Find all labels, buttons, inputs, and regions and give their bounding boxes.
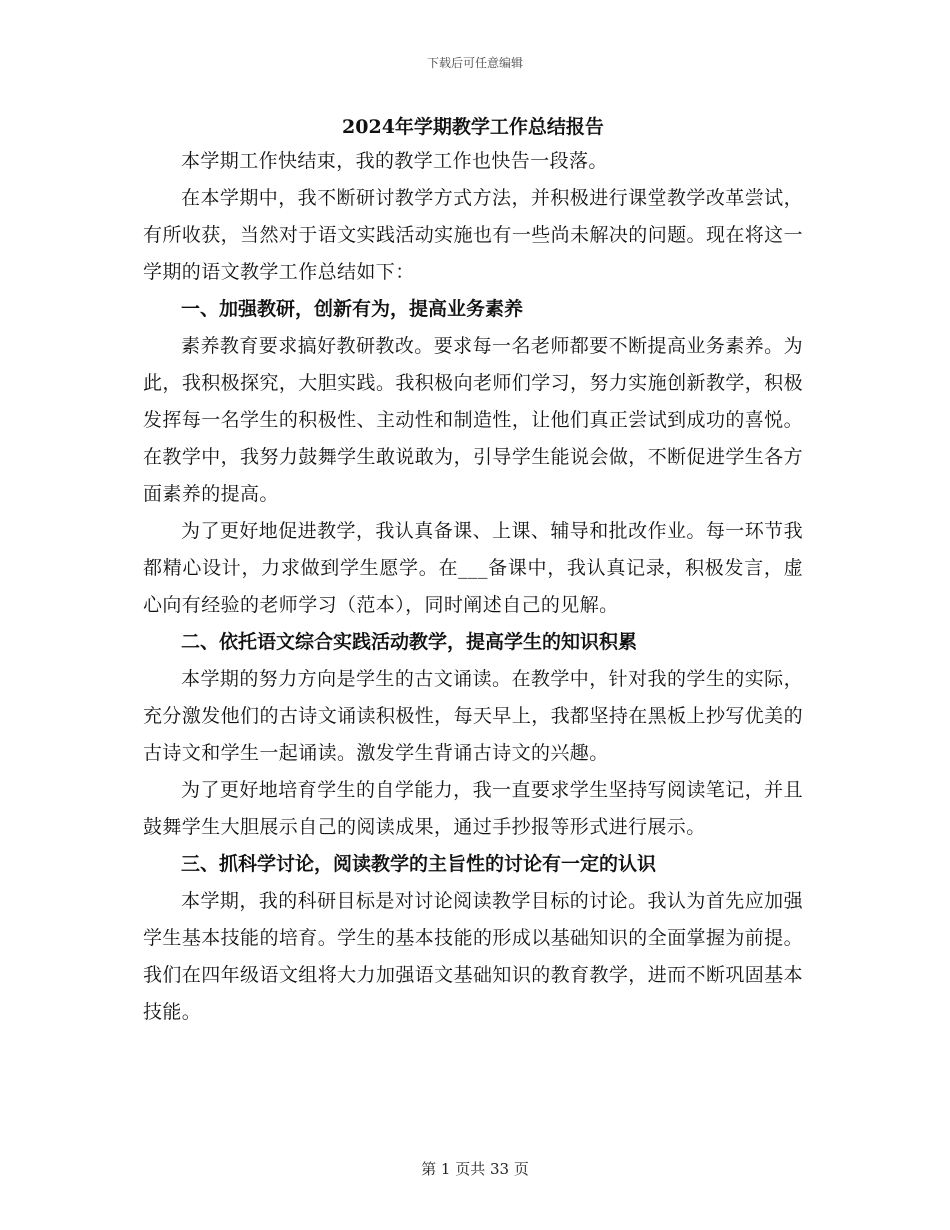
document-body <box>143 113 803 1031</box>
paragraph: 本学期工作快结束，我的教学工作也快告一段落。 <box>181 150 608 172</box>
paragraph: 为了更好地促进教学，我认真备课、上课、辅导和批改作业。每一环节我都精心设计，力求做到学生愿学。在___备课中，我认真记录，积极发言，虚心向有经验的老师学习（范本），同时阐述自己的见解。 <box>143 520 803 616</box>
paragraph: 素养教育要求搞好教研教改。要求每一名老师都要不断提高业务素养。为此，我积极探究，大胆实践。我积极向老师们学习，努力实施创新教学，积极发挥每一名学生的积极性、主动性和制造性，让他们真正尝试到成功的喜悦。在教学中，我努力鼓舞学生敢说敢为，引导学生能说会做，不断促进学生各方面素养的提高。 <box>143 335 803 505</box>
paragraph: 本学期的努力方向是学生的古文诵读。在教学中，针对我的学生的实际，充分激发他们的古诗文诵读积极性，每天早上，我都坚持在黑板上抄写优美的古诗文和学生一起诵读。激发学生背诵古诗文的兴趣。 <box>143 668 803 764</box>
paragraph: 在本学期中，我不断研讨教学方式方法，并积极进行课堂教学改革尝试，有所收获，当然对于语文实践活动实施也有一些尚未解决的问题。现在将这一学期的语文教学工作总结如下： <box>143 187 803 283</box>
section-heading: 二、依托语文综合实践活动教学，提高学生的知识积累 <box>181 631 638 653</box>
paragraph: 为了更好地培育学生的自学能力，我一直要求学生坚持写阅读笔记，并且鼓舞学生大胆展示自己的阅读成果，通过手抄报等形式进行展示。 <box>143 779 803 838</box>
page-header-note: 下载后可任意编辑 <box>426 56 523 70</box>
document-title: 2024年学期教学工作总结报告 <box>342 116 604 138</box>
paragraph: 本学期，我的科研目标是对讨论阅读教学目标的讨论。我认为首先应加强学生基本技能的培育。学生的基本技能的形成以基础知识的全面掌握为前提。我们在四年级语文组将大力加强语文基础知识的教育教学，进而不断巩固基本技能。 <box>143 890 803 1023</box>
page-footer: 第 1 页共 33 页 <box>421 1160 529 1178</box>
section-heading: 一、加强教研，创新有为，提高业务素养 <box>181 298 524 320</box>
section-heading: 三、抓科学讨论，阅读教学的主旨性的讨论有一定的认识 <box>181 853 657 875</box>
